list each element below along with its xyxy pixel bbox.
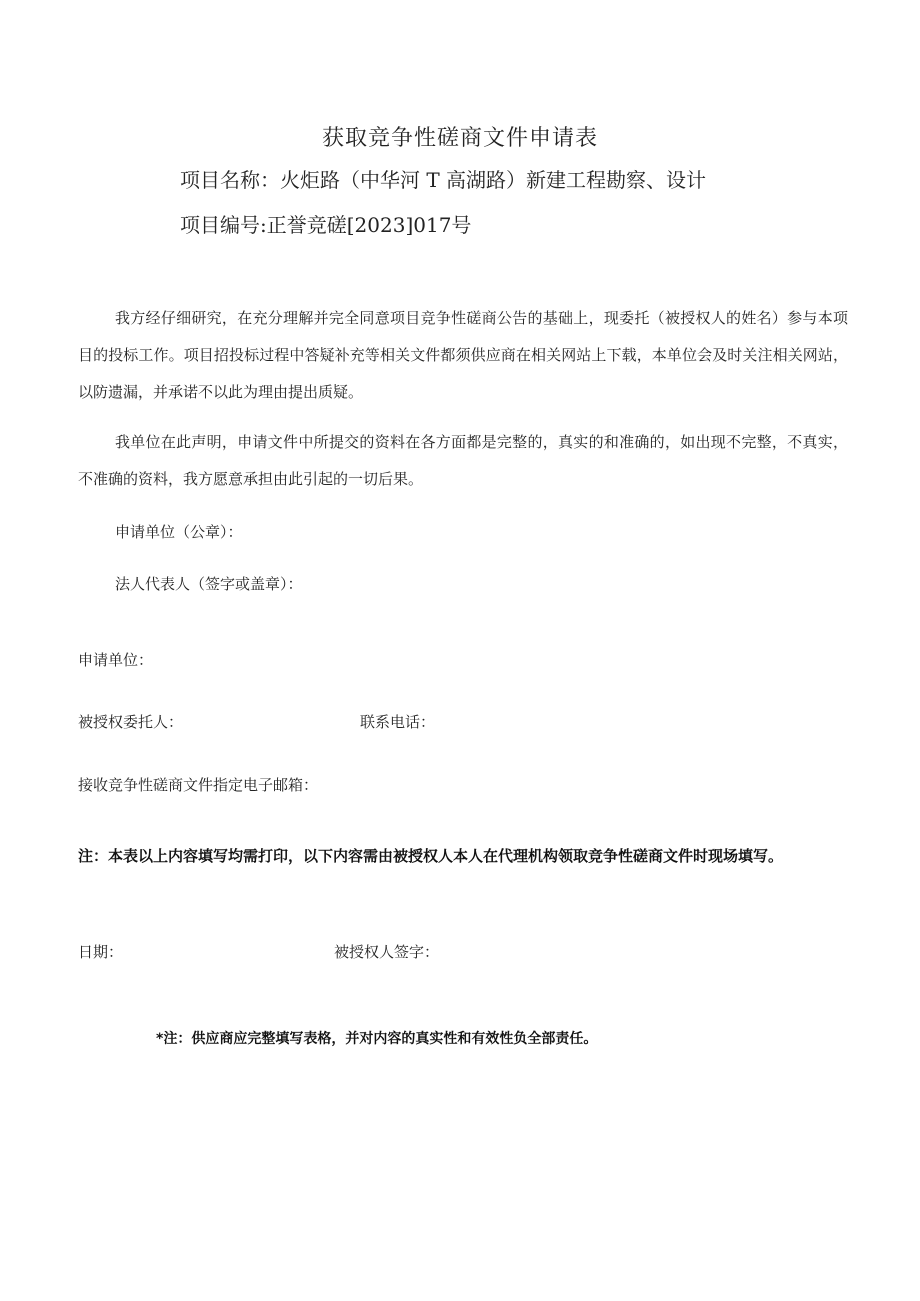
signature-label: 被授权人签字： [334,943,440,961]
form-title: 获取竞争性磋商文件申请表 [321,126,598,151]
print-note: 注：本表以上内容填写均需打印，以下内容需由被授权人本人在代理机构领取竞争性磋商文件时现场填写。 [78,847,784,865]
phone-label: 联系电话： [360,713,436,731]
project-name: 项目名称：火炬路（中华河 T 高湖路）新建工程勘察、设计 [180,168,707,192]
project-number: 项目编号:正誉竞磋[2023]017号 [180,213,472,237]
date-label: 日期： [78,943,124,961]
responsibility-note: *注：供应商应完整填写表格，并对内容的真实性和有效性负全部责任。 [156,1031,598,1047]
applicant-label: 申请单位： [78,651,154,669]
email-label: 接收竞争性磋商文件指定电子邮箱： [78,776,319,794]
declaration-paragraph: 我单位在此声明，申请文件中所提交的资料在各方面都是完整的，真实的和准确的，如出现不完整，不真实，不准确的资料，我方愿意承担由此引起的一切后果。 [78,433,848,488]
legal-representative-label: 法人代表人（签字或盖章）： [115,575,303,593]
commitment-paragraph: 我方经仔细研究，在充分理解并完全同意项目竞争性磋商公告的基础上，现委托（被授权人的姓名）参与本项目的投标工作。项目招投标过程中答疑补充等相关文件都须供应商在相关网站上下载，本单位会及时关注相关网站，以防遗漏，并承诺不以此为理由提出质疑。 [78,309,848,401]
authorized-person-label: 被授权委托人： [78,713,184,731]
applicant-seal-label: 申请单位（公章）： [115,523,243,541]
